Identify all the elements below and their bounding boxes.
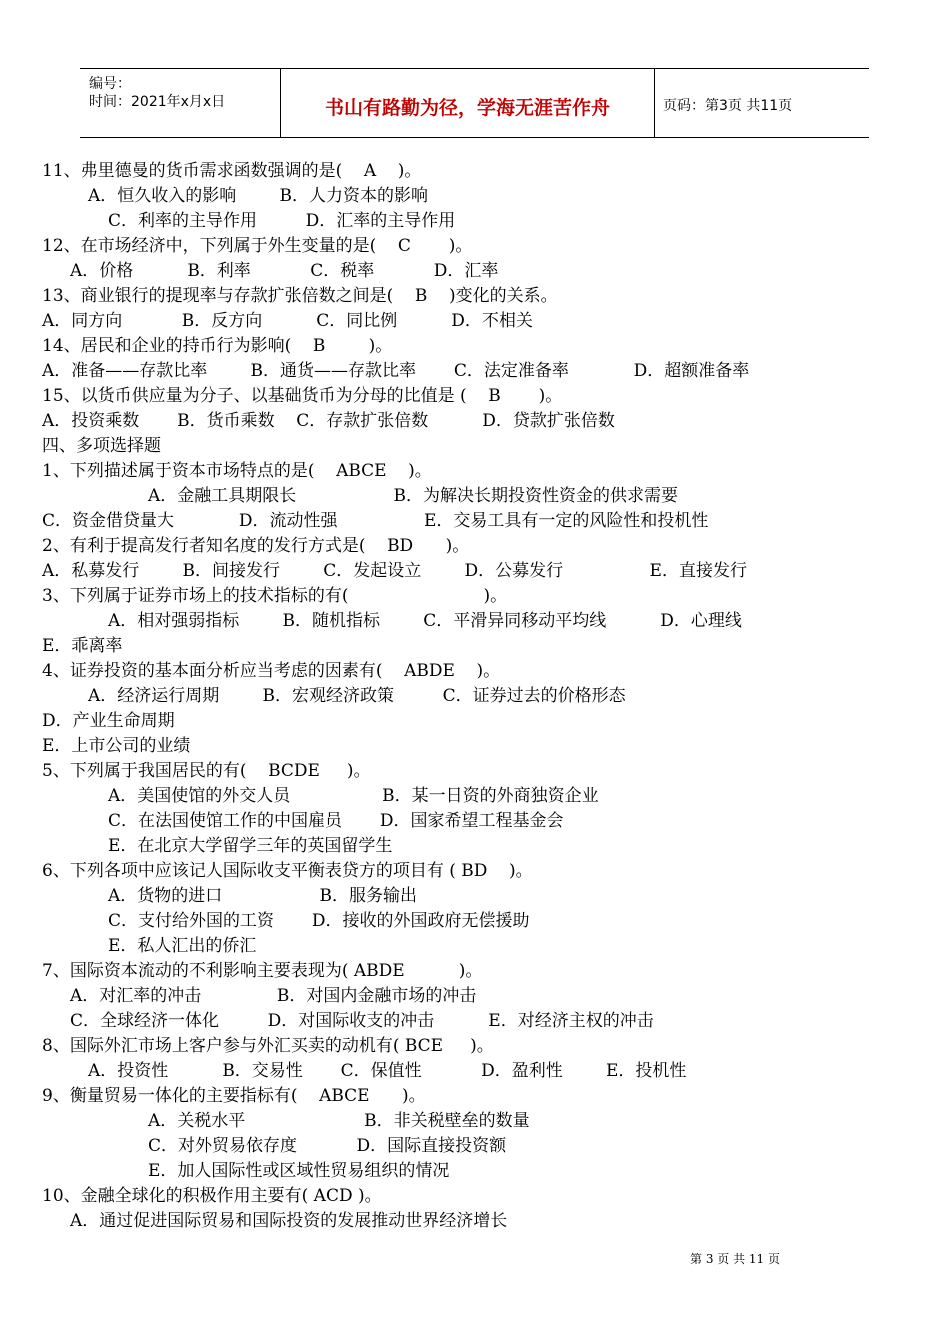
option-line: A．货物的进口 B．服务输出 bbox=[108, 886, 418, 906]
header-page-number: 页码：第3页 共11页 bbox=[663, 98, 793, 114]
option-line: A．同方向 B．反方向 C．同比例 D．不相关 bbox=[42, 311, 533, 331]
option-line: A．美国使馆的外交人员 B．某一日资的外商独资企业 bbox=[108, 786, 599, 806]
question-line: 9、衡量贸易一体化的主要指标有( ABCE )。 bbox=[42, 1086, 426, 1106]
option-line: A．恒久收入的影响 B．人力资本的影响 bbox=[88, 186, 428, 206]
question-line: 1、下列描述属于资本市场特点的是( ABCE )。 bbox=[42, 461, 432, 481]
option-line: A．通过促进国际贸易和国际投资的发展推动世界经济增长 bbox=[70, 1211, 508, 1231]
question-line: 3、下列属于证券市场上的技术指标的有( )。 bbox=[42, 586, 508, 606]
question-line: 2、有利于提高发行者知名度的发行方式是( BD )。 bbox=[42, 536, 470, 556]
option-line: E．乖离率 bbox=[42, 636, 123, 656]
option-line: A．金融工具期限长 B．为解决长期投资性资金的供求需要 bbox=[148, 486, 679, 506]
option-line: A．价格 B．利率 C．税率 D．汇率 bbox=[70, 261, 499, 281]
option-line: E．私人汇出的侨汇 bbox=[108, 936, 257, 956]
option-line: E．加人国际性或区域性贸易组织的情况 bbox=[148, 1161, 450, 1181]
question-line: 15、以货币供应量为分子、以基础货币为分母的比值是 ( B )。 bbox=[42, 386, 563, 406]
option-line: A．关税水平 B．非关税壁垒的数量 bbox=[148, 1111, 530, 1131]
question-line: 5、下列属于我国居民的有( BCDE )。 bbox=[42, 761, 371, 781]
question-line: 13、商业银行的提现率与存款扩张倍数之间是( B )变化的关系。 bbox=[42, 286, 558, 306]
header-motto: 书山有路勤为径，学海无涯苦作舟 bbox=[324, 97, 610, 119]
option-line: A．投资乘数 B．货币乘数 C．存款扩张倍数 D．贷款扩张倍数 bbox=[42, 411, 615, 431]
option-line: A．相对强弱指标 B．随机指标 C．平滑异同移动平均线 D．心理线 bbox=[108, 611, 742, 631]
question-line: 12、在市场经济中，下列属于外生变量的是( C )。 bbox=[42, 236, 473, 256]
option-line: C．利率的主导作用 D．汇率的主导作用 bbox=[108, 211, 456, 231]
option-line: C．资金借贷量大 D．流动性强 E．交易工具有一定的风险性和投机性 bbox=[42, 511, 709, 531]
header-meta bbox=[89, 75, 225, 111]
doc-number-label: 编号： bbox=[89, 76, 131, 92]
option-line: A．准备——存款比率 B．通货——存款比率 C．法定准备率 D．超额准备率 bbox=[42, 361, 750, 381]
option-line: C．支付给外国的工资 D．接收的外国政府无偿援助 bbox=[108, 911, 530, 931]
option-line: D．产业生命周期 bbox=[42, 711, 175, 731]
option-line: E．上市公司的业绩 bbox=[42, 736, 191, 756]
option-line: A．对汇率的冲击 B．对国内金融市场的冲击 bbox=[70, 986, 477, 1006]
page-header bbox=[80, 68, 869, 138]
option-line: A．投资性 B．交易性 C．保值性 D．盈利性 E．投机性 bbox=[88, 1061, 687, 1081]
question-line: 6、下列各项中应该记人国际收支平衡表贷方的项目有 ( BD )。 bbox=[42, 861, 533, 881]
option-line: A．经济运行周期 B．宏观经济政策 C．证券过去的价格形态 bbox=[88, 686, 626, 706]
question-line: 7、国际资本流动的不利影响主要表现为( ABDE )。 bbox=[42, 961, 483, 981]
option-line: C．全球经济一体化 D．对国际收支的冲击 E．对经济主权的冲击 bbox=[70, 1011, 654, 1031]
question-line: 8、国际外汇市场上客户参与外汇买卖的动机有( BCE )。 bbox=[42, 1036, 494, 1056]
option-line: C．在法国使馆工作的中国雇员 D．国家希望工程基金会 bbox=[108, 811, 564, 831]
option-line: A．私募发行 B．间接发行 C．发起设立 D．公募发行 E．直接发行 bbox=[42, 561, 747, 581]
question-line: 14、居民和企业的持币行为影响( B )。 bbox=[42, 336, 393, 356]
doc-date-label: 时间：2021年x月x日 bbox=[89, 94, 226, 110]
option-line: C．对外贸易依存度 D．国际直接投资额 bbox=[148, 1136, 507, 1156]
question-line: 4、证券投资的基本面分析应当考虑的因素有( ABDE )。 bbox=[42, 661, 501, 681]
section-heading: 四、多项选择题 bbox=[42, 436, 161, 456]
option-line: E．在北京大学留学三年的英国留学生 bbox=[108, 836, 393, 856]
question-line: 11、弗里德曼的货币需求函数强调的是( A )。 bbox=[42, 161, 422, 181]
question-line: 10、金融全球化的积极作用主要有( ACD )。 bbox=[42, 1186, 382, 1206]
header-divider bbox=[654, 69, 655, 137]
page-footer: 第 3 页 共 11 页 bbox=[690, 1252, 780, 1266]
